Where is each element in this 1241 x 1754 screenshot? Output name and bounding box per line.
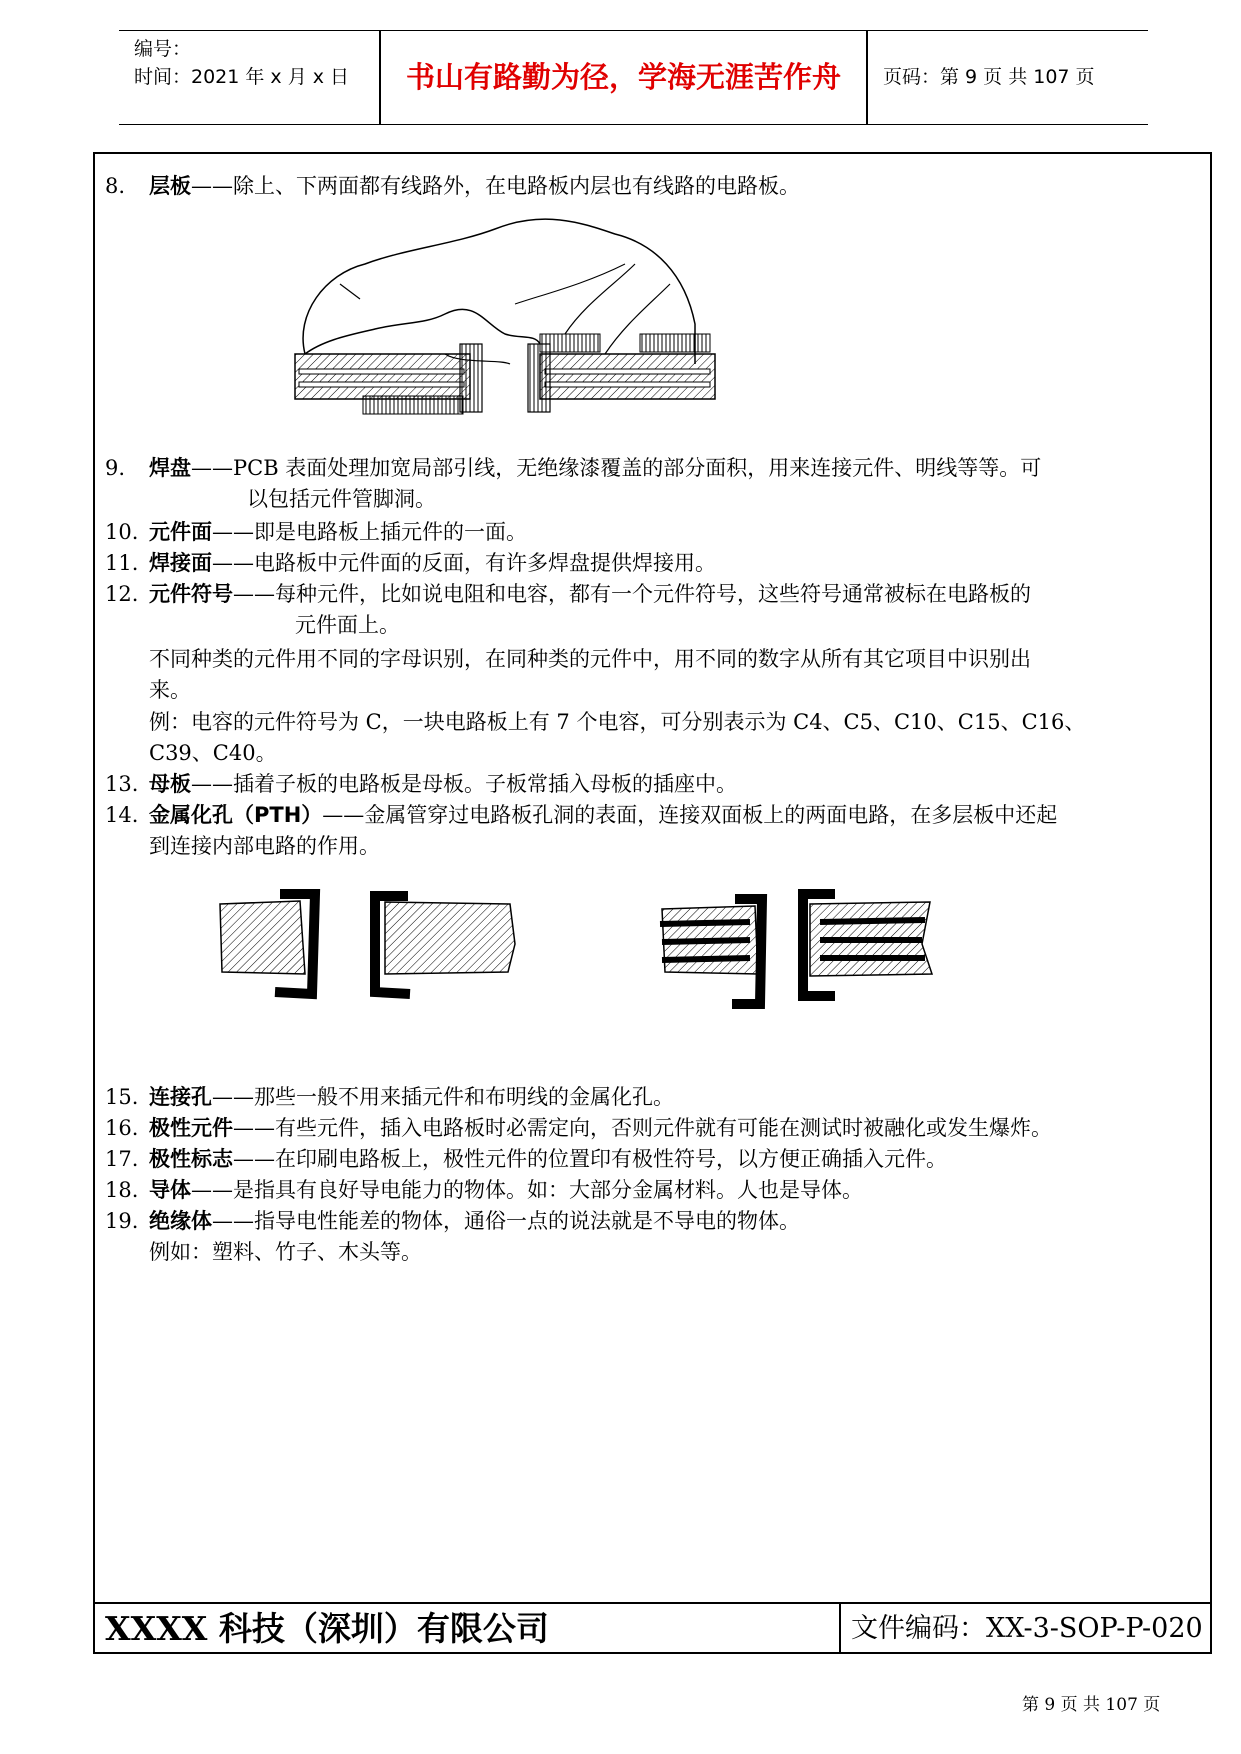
paragraph: 来。 bbox=[149, 678, 191, 702]
header-meta bbox=[134, 35, 349, 91]
term: 层板 bbox=[149, 174, 191, 198]
term: 焊盘 bbox=[149, 456, 191, 480]
term: 极性元件 bbox=[149, 1116, 233, 1140]
term: 母板 bbox=[149, 772, 191, 796]
term: 元件面 bbox=[149, 520, 212, 544]
company-name: XXXX 科技（深圳）有限公司 bbox=[105, 1609, 549, 1648]
list-item-continuation: 以包括元件管脚洞。 bbox=[247, 487, 436, 511]
doc-date-label: 时间：2021 年 x 月 x 日 bbox=[134, 66, 350, 88]
paragraph: 例如：塑料、竹子、木头等。 bbox=[149, 1240, 422, 1264]
file-code: 文件编码：XX-3-SOP-P-020 bbox=[851, 1613, 1203, 1644]
term: 连接孔 bbox=[149, 1085, 212, 1109]
term: 极性标志 bbox=[149, 1147, 233, 1171]
list-item-continuation: 到连接内部电路的作用。 bbox=[149, 834, 380, 858]
paragraph: C39、C40。 bbox=[149, 741, 277, 765]
page-number: 第 9 页 共 107 页 bbox=[1022, 1695, 1161, 1715]
footer-divider bbox=[95, 1602, 1210, 1604]
term: 导体 bbox=[149, 1178, 191, 1202]
multilayer-board-figure bbox=[285, 204, 755, 444]
page-header bbox=[119, 30, 1148, 125]
header-motto: 书山有路勤为径，学海无涯苦作舟 bbox=[405, 60, 841, 94]
header-page-label: 页码：第 9 页 共 107 页 bbox=[883, 66, 1095, 88]
term: 绝缘体 bbox=[149, 1209, 212, 1233]
plated-through-hole-figure bbox=[210, 854, 1130, 1034]
content-frame: 8. 层板——除上、下两面都有线路外，在电路板内层也有线路的电路板。 9. 焊盘——PCB 表面处理加宽局部引线，无绝缘漆覆盖的部分面积，用来连接元件、明线等等。可 以包括元件管脚洞。 10. 元件面——即是电路板上插元件的一面。 11. 焊接面——电路板中元件面的反面，有许多焊盘提供焊接用。 12. 元件符号——每种元件，比如说电阻和电容，都有一个元件符号，这些符号通常被标在电路板的 元件面上。 不同种类的元件用不同的字母识别，在同种类的元件中，用不同的数字从所有其它项目中识别出 来。 例：电容的元件符号为 C，一块电路板上有 7 个电容，可分别表示为 C4、C5、C10、C15、C16、 C39、C40。 13. 母板——插着子板的电路板是母板。子板常插入母板的插座中。 14. 金属化孔（PTH）——金属管穿过电路板孔洞的表面，连接双面板上的两面电路，在多层板中还起 到连接内部电路的作用。 15. 连接孔——那些一般不用来插元件和布明线的金属化孔。 16. 极性元件——有些元件，插入电路板时必需定向，否则元件就有可能在测试时被融化或发生爆炸。 17. 极性标志——在印刷电路板上，极性元件的位置印有极性符号，以方便正确插入元件。 18. 导体——是指具有良好导电能力的物体。如：大部分金属材料。人也是导体。 19. 绝缘体——指导电性能差的物体，通俗一点的说法就是不导电的物体。 例如：塑料、竹子、木头等。 XXXX 科技（深圳）有限公司 文件编码：XX-3-SOP-P-020 bbox=[93, 152, 1212, 1654]
doc-number-label: 编号： bbox=[134, 38, 192, 60]
paragraph: 不同种类的元件用不同的字母识别，在同种类的元件中，用不同的数字从所有其它项目中识别出 bbox=[149, 647, 1031, 671]
term: 焊接面 bbox=[149, 551, 212, 575]
term: 金属化孔（PTH） bbox=[149, 803, 323, 827]
term: 元件符号 bbox=[149, 582, 233, 606]
header-divider bbox=[866, 31, 868, 124]
footer-divider bbox=[839, 1602, 841, 1654]
list-item-continuation: 元件面上。 bbox=[295, 613, 400, 637]
paragraph: 例：电容的元件符号为 C，一块电路板上有 7 个电容，可分别表示为 C4、C5、C10、C15、C16、 bbox=[149, 710, 1086, 734]
